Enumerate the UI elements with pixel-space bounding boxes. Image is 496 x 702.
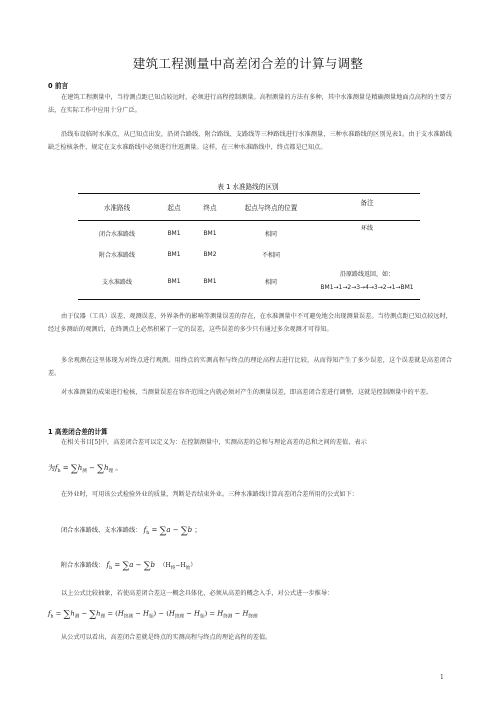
- table-cell: 支水准路线: [78, 263, 156, 300]
- table-cell: [314, 245, 420, 263]
- section-heading-calculation: 1 高差闭合差的计算: [48, 428, 108, 436]
- table-header-row: [78, 194, 420, 221]
- table-cell: BM1: [167, 229, 181, 237]
- derivation-formula: $f_h = \sum h_测 - \sum h_理 = (H_{终测} - H_始) - (H_{终理} - H_始) = H_{终测} - H_{终理}$: [48, 609, 258, 620]
- page-number: 1: [440, 674, 444, 681]
- table-header-cell: 起点与终点的位置: [228, 194, 314, 221]
- closure-formula-definition: 为$f_h = \sum h_测 - \sum h_理$ 。: [48, 463, 123, 475]
- table-cell: 相同: [228, 263, 314, 300]
- table-header-cell: 备注: [314, 194, 420, 221]
- table-row: [78, 245, 420, 263]
- table-cell: 附合水准路线: [98, 251, 135, 259]
- table-header-cell: 起点: [156, 194, 192, 221]
- table-cell: [314, 263, 420, 300]
- redundant-observation-paragraph: 多余观测在这里体现为对终点进行观测。用终点的实测高程与终点的理论高程去进行比较，从而得知产生了多少误差，这个误差就是高差闭合差。: [48, 357, 452, 377]
- route-path: BM1→1→2→3→4→3→2→1→BM1: [320, 284, 414, 291]
- intro-paragraph-2: 沿线布设临时水准点，从已知点出发，沿闭合路线、附合路线、支路线等三种路线进行水准测量，三种水准路线的区别见表1。由于支水准路线缺乏检核条件，规定在支水准路线中必须进行往返测量。这样，在三种水准路线中，终点都是已知点。: [48, 131, 452, 151]
- conclusion-paragraph: 从公式可以看出，高差闭合差就是终点的实测高程与终点的理论高程的差值。: [61, 634, 272, 641]
- table-row: [78, 221, 420, 246]
- table-cell: BM1: [167, 250, 181, 258]
- table-row: [78, 263, 420, 300]
- closed-route-formula: 闭合水准路线、支水准路线： $f_h = \sum a - \sum b$ ；: [61, 525, 202, 537]
- leveling-route-table: [78, 193, 420, 300]
- intro-paragraph-1: 在建筑工程测量中，当待测点距已知点较远时，必须进行高程控制测量。高程测量的方法有多种，其中水准测量是精确测量地面点高程的主要方法，在实际工作中应用十分广泛。: [48, 94, 452, 114]
- table-cell: BM1: [156, 263, 192, 300]
- table-header-cell: 终点: [192, 194, 228, 221]
- table-cell: 环线: [360, 225, 373, 232]
- derivation-paragraph: 以上公式比较抽象，若使高差闭合差这一概念具体化，必须从高差的概念入手，对公式进一步推导：: [61, 590, 334, 597]
- route-note: 沿原路线返回，如：: [339, 271, 394, 278]
- table-cell: 不相同: [261, 251, 280, 259]
- table-cell: BM1: [192, 263, 228, 300]
- field-check-paragraph: 在外业时，可用该公式检验外业的质量，判断是否结束外业。三种水准路线计算高差闭合差所用的公式如下：: [61, 491, 358, 498]
- error-paragraph: 由于仪器（工具）误差、观测误差、外界条件的影响等测量误差的存在，在水准测量中不可避免地会出现测量误差。当待测点距已知点较远时，经过多测站的观测后，在终测点上必然积累了一定的误差，这些误差的多少只有通过多余观测才可得知。: [48, 313, 452, 333]
- section-heading-intro: 0 前言: [48, 82, 69, 90]
- definition-paragraph: 在相关书目[5]中，高差闭合差可以定义为：在控制测量中，实测高差的总和与理论高差的总和之间的差值，表示: [61, 439, 367, 446]
- page-title: 建筑工程测量中高差闭合差的计算与调整: [132, 56, 364, 71]
- table-cell: 闭合水准路线: [98, 230, 135, 238]
- table-cell: BM2: [203, 250, 217, 258]
- attached-route-formula: 附合水准路线： $f_h = \sum a - \sum b$ $(H_终-H_始)$: [61, 560, 197, 572]
- table-cell: 相同: [264, 230, 277, 238]
- adjustment-paragraph: 对水准测量的成果进行检核，当测量误差在容许范围之内就必须对产生的测量误差，即高差闭合差进行调整，这就是控制测量中的平差。: [61, 389, 433, 396]
- table-cell: BM1: [203, 229, 217, 237]
- table-header-cell: 水准路线: [78, 194, 156, 221]
- table-caption: 表 1 水准路线的区别: [217, 183, 279, 191]
